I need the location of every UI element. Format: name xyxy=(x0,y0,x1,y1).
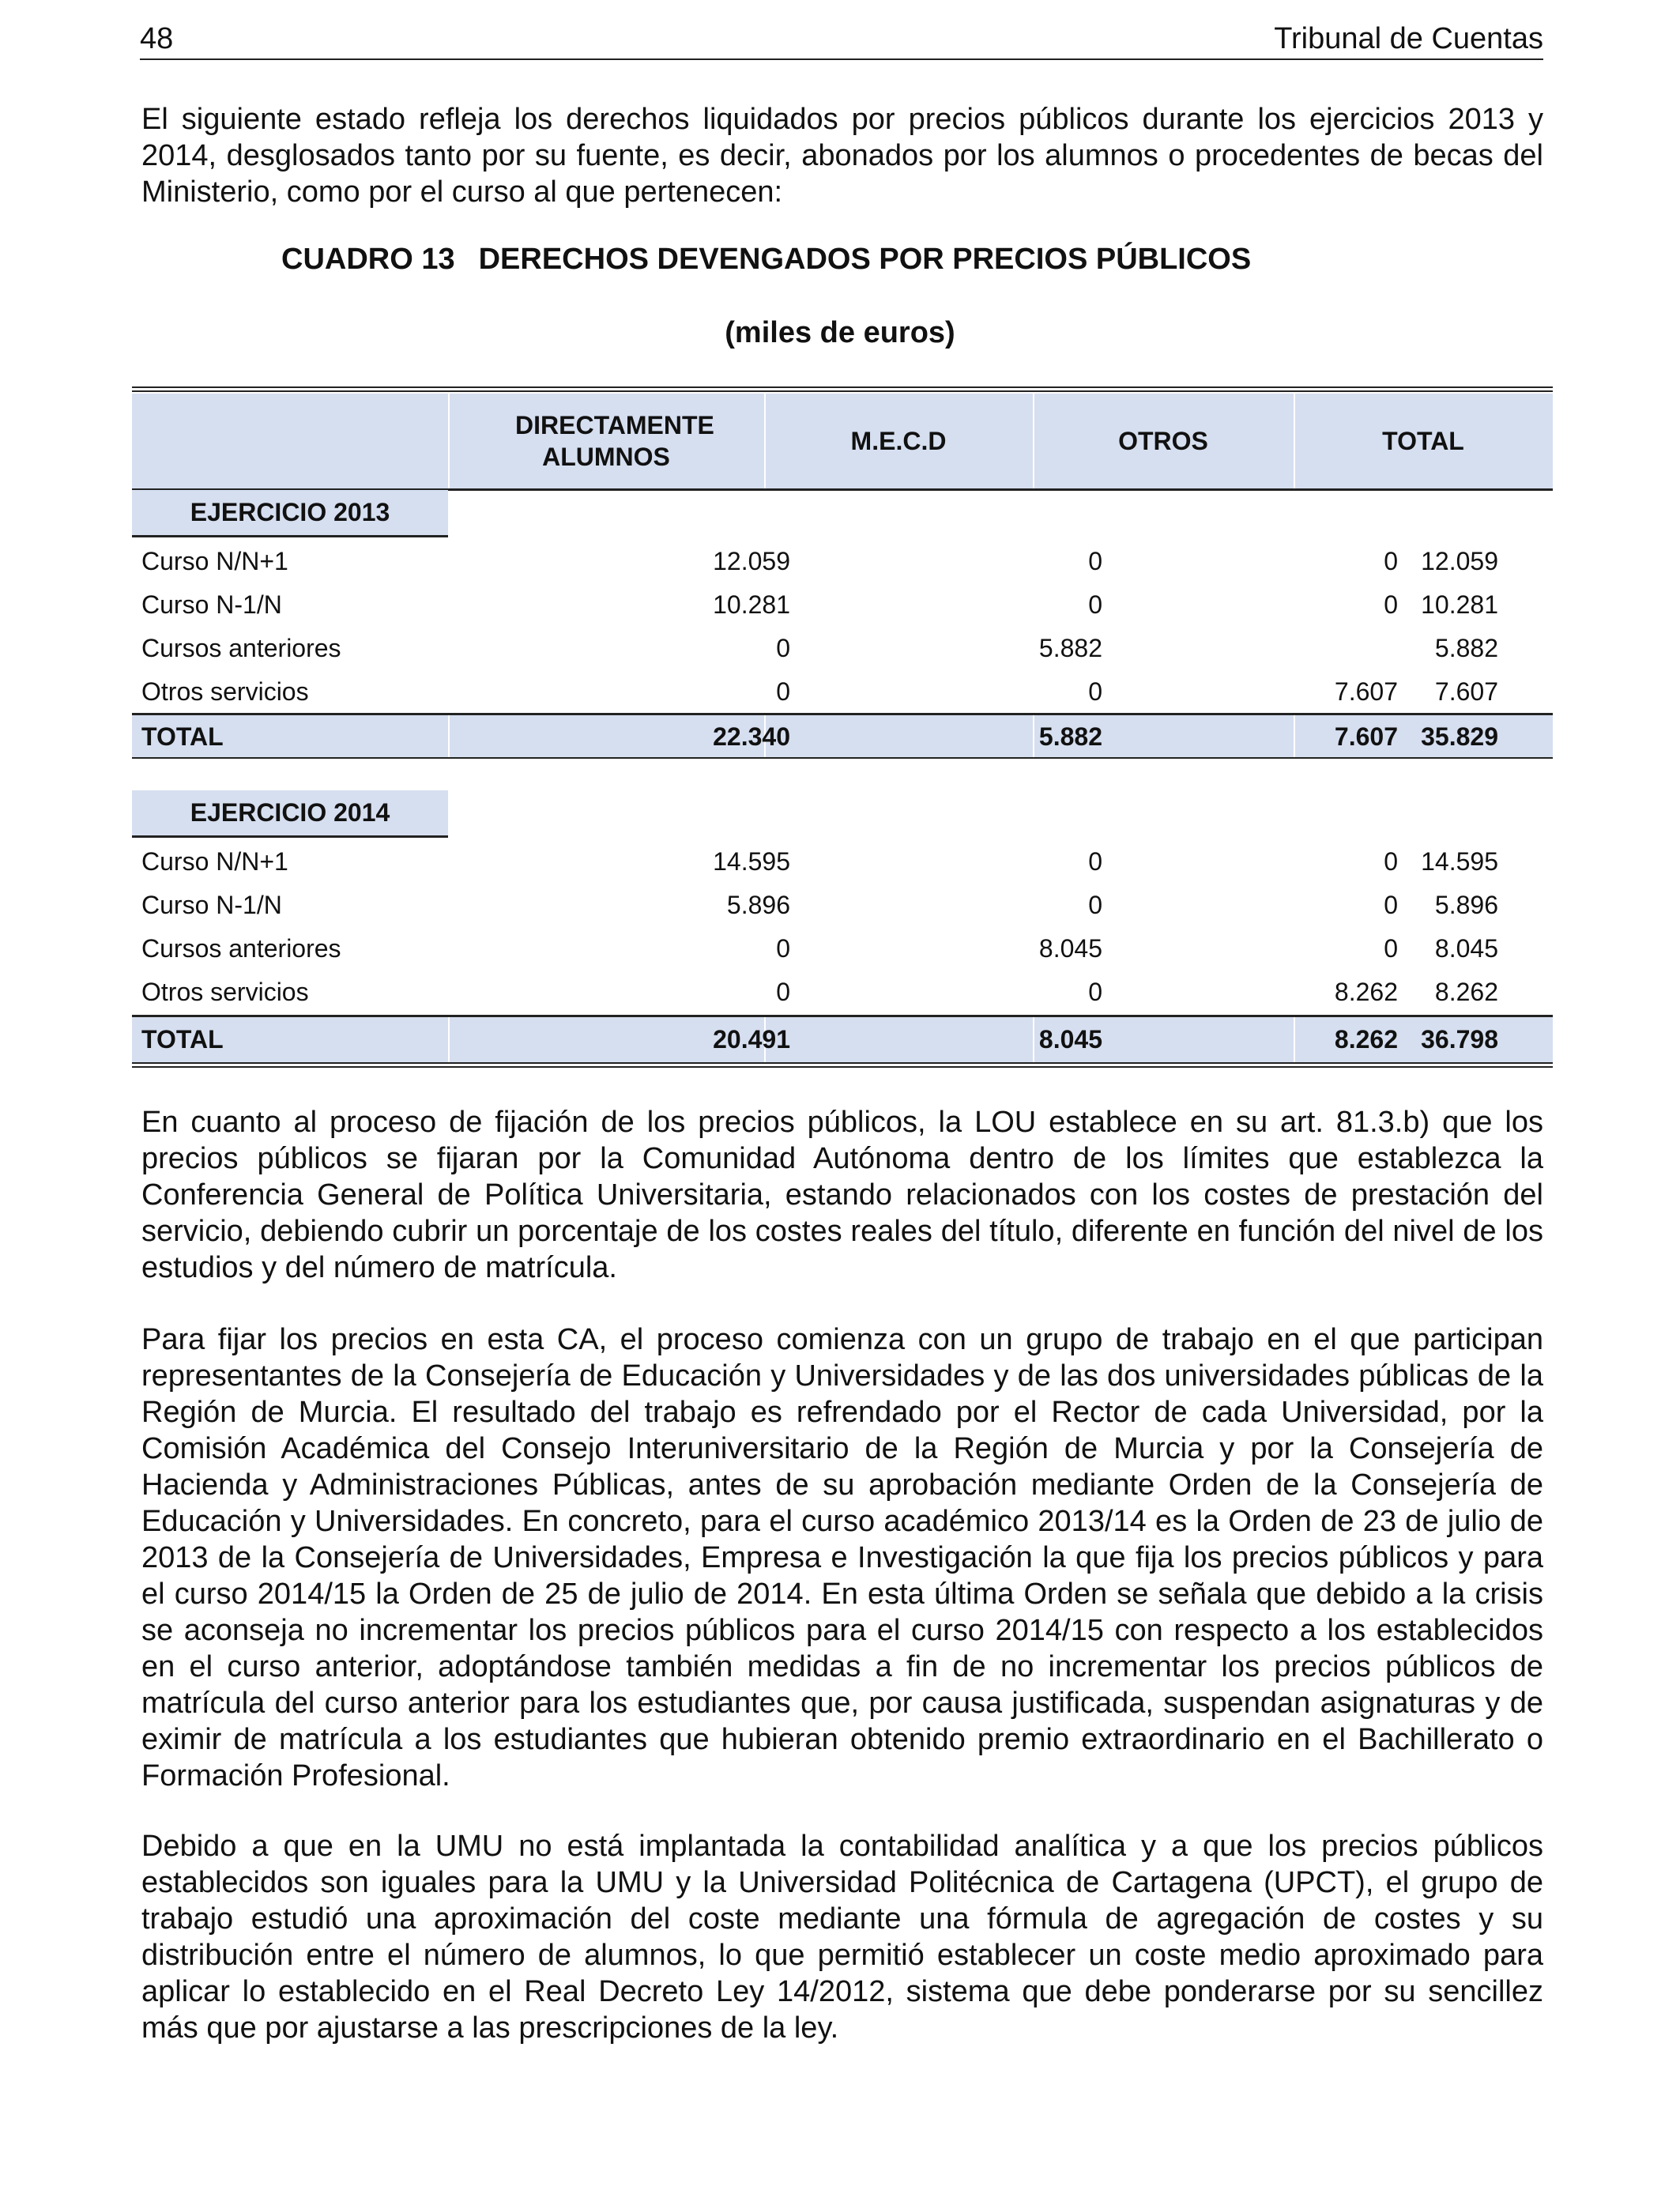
cell-alumnos: 0 xyxy=(776,677,790,706)
cell-otros: 0 xyxy=(1384,590,1398,619)
page-number: 48 xyxy=(140,22,174,55)
cell-otros: 0 xyxy=(1384,547,1398,575)
table-row xyxy=(132,884,1553,927)
cell-mecd: 8.045 xyxy=(1038,934,1102,963)
cell-total: 5.882 xyxy=(1434,634,1498,662)
table-top-rule xyxy=(132,386,1553,392)
cell-alumnos: 14.595 xyxy=(713,847,790,876)
total-otros: 7.607 xyxy=(1334,722,1398,751)
row-label: Cursos anteriores xyxy=(141,934,341,963)
total-total: 36.798 xyxy=(1421,1025,1498,1054)
cell-total: 10.281 xyxy=(1421,590,1498,619)
table-row xyxy=(132,583,1553,627)
cell-mecd: 0 xyxy=(1088,590,1102,619)
row-label: Otros servicios xyxy=(141,677,309,706)
total-label: TOTAL xyxy=(141,722,224,751)
row-label: Otros servicios xyxy=(141,978,309,1006)
cell-total: 14.595 xyxy=(1421,847,1498,876)
cell-mecd: 0 xyxy=(1088,547,1102,575)
total-label: TOTAL xyxy=(141,1025,224,1054)
row-label: Cursos anteriores xyxy=(141,634,341,662)
total-mecd: 8.045 xyxy=(1038,1025,1102,1054)
col-header-otros: OTROS xyxy=(1118,427,1208,455)
table-row xyxy=(132,840,1553,884)
cell-otros: 0 xyxy=(1384,891,1398,919)
block-label-2014: EJERCICIO 2014 xyxy=(132,790,448,838)
table-number: CUADRO 13 xyxy=(281,243,455,276)
row-label: Curso N-1/N xyxy=(141,891,282,919)
col-header-total: TOTAL xyxy=(1382,427,1464,455)
cell-alumnos: 5.896 xyxy=(726,891,790,919)
cell-total: 12.059 xyxy=(1421,547,1498,575)
row-label: Curso N-1/N xyxy=(141,590,282,619)
total-alumnos: 22.340 xyxy=(713,722,790,751)
cell-total: 7.607 xyxy=(1434,677,1498,706)
col-header-alumnos: DIRECTAMENTE ALUMNOS xyxy=(515,411,714,471)
cell-alumnos: 0 xyxy=(776,934,790,963)
paragraph-lou: En cuanto al proceso de fijación de los precios públicos, la LOU establece en su art. 81.3.b) que los precios públicos se fijaran por la Comunidad Autónoma dentro de los límites que establezca la Conferencia General de Política Universitaria, estando relacionados con los costes de prestación del servicio, debiendo cubrir un porcentaje de los costes reales del título, diferente en función del nivel de los estudios y del número de matrícula. xyxy=(141,1106,1543,1284)
total-row-2014 xyxy=(132,1015,1553,1062)
cell-alumnos: 10.281 xyxy=(713,590,790,619)
table-row xyxy=(132,927,1553,971)
paragraph-proceso: Para fijar los precios en esta CA, el proceso comienza con un grupo de trabajo en el que participan representantes de la Consejería de Educación y Universidades y de las dos universidades públicas de la Región de Murcia. El resultado del trabajo es refrendado por el Rector de cada Universidad, por la Comisión Académica del Consejo Interuniversitario de la Región de Murcia y por la Consejería de Hacienda y Administraciones Públicas, antes de su aprobación mediante Orden de la Consejería de Educación y Universidades. En concreto, para el curso académico 2013/14 es la Orden de 23 de julio de 2013 de la Consejería de Universidades, Empresa e Investigación la que fija los precios públicos y para el curso 2014/15 la Orden de 25 de julio de 2014. En esta última Orden se señala que debido a la crisis se aconseja no incrementar los precios públicos para el curso 2014/15 con respecto a los establecidos en el curso anterior, adoptándose también medidas a fin de no incrementar los precios públicos de matrícula del curso anterior para los estudiantes que, por causa justificada, suspendan asignaturas y de eximir de matrícula a los estudiantes que hubieran obtenido premio extraordinario en el Bachillerato o Formación Profesional. xyxy=(141,1323,1543,1793)
table-row xyxy=(132,540,1553,583)
table-row xyxy=(132,971,1553,1014)
block-label-2013: EJERCICIO 2013 xyxy=(132,490,448,537)
cell-total: 8.045 xyxy=(1434,934,1498,963)
page-header xyxy=(140,19,1543,60)
paragraph-umu: Debido a que en la UMU no está implantada la contabilidad analítica y a que los precios públicos establecidos son iguales para la UMU y la Universidad Politécnica de Cartagena (UPCT), el grupo de trabajo estudió una aproximación del coste mediante una fórmula de agregación de costes y su distribución entre el número de alumnos, lo que permitió establecer un coste medio aproximado para aplicar lo establecido en el Real Decreto Ley 14/2012, sistema que debe ponderarse por su sencillez más que por ajustarse a las prescripciones de la ley. xyxy=(141,1830,1543,2045)
total-mecd: 5.882 xyxy=(1038,722,1102,751)
cell-alumnos: 12.059 xyxy=(713,547,790,575)
table-bottom-rule xyxy=(132,1062,1553,1068)
cell-otros: 8.262 xyxy=(1334,978,1398,1006)
cell-mecd: 0 xyxy=(1088,847,1102,876)
table-row xyxy=(132,627,1553,670)
row-label: Curso N/N+1 xyxy=(141,847,288,876)
intro-paragraph: El siguiente estado refleja los derechos liquidados por precios públicos durante los ejercicios 2013 y 2014, desglosados tanto por su fuente, es decir, abonados por los alumnos o procedentes de becas del Ministerio, como por el curso al que pertenecen: xyxy=(141,103,1543,209)
cell-mecd: 0 xyxy=(1088,978,1102,1006)
cell-total: 8.262 xyxy=(1434,978,1498,1006)
cell-otros: 0 xyxy=(1384,847,1398,876)
cell-alumnos: 0 xyxy=(776,634,790,662)
col-header-mecd: M.E.C.D xyxy=(850,427,947,455)
row-label: Curso N/N+1 xyxy=(141,547,288,575)
table-row xyxy=(132,670,1553,714)
cell-otros: 0 xyxy=(1384,934,1398,963)
cell-mecd: 0 xyxy=(1088,891,1102,919)
cell-alumnos: 0 xyxy=(776,978,790,1006)
cell-mecd: 0 xyxy=(1088,677,1102,706)
cell-total: 5.896 xyxy=(1434,891,1498,919)
cell-otros: 7.607 xyxy=(1334,677,1398,706)
total-row-2013 xyxy=(132,713,1553,759)
cell-mecd: 5.882 xyxy=(1038,634,1102,662)
total-otros: 8.262 xyxy=(1334,1025,1398,1054)
running-title: Tribunal de Cuentas xyxy=(1274,22,1543,55)
table-unit: (miles de euros) xyxy=(725,316,955,349)
total-alumnos: 20.491 xyxy=(713,1025,790,1054)
table-title-text: DERECHOS DEVENGADOS POR PRECIOS PÚBLICOS xyxy=(478,243,1252,276)
table-title xyxy=(281,243,1251,277)
table-header xyxy=(132,394,1553,491)
total-total: 35.829 xyxy=(1421,722,1498,751)
